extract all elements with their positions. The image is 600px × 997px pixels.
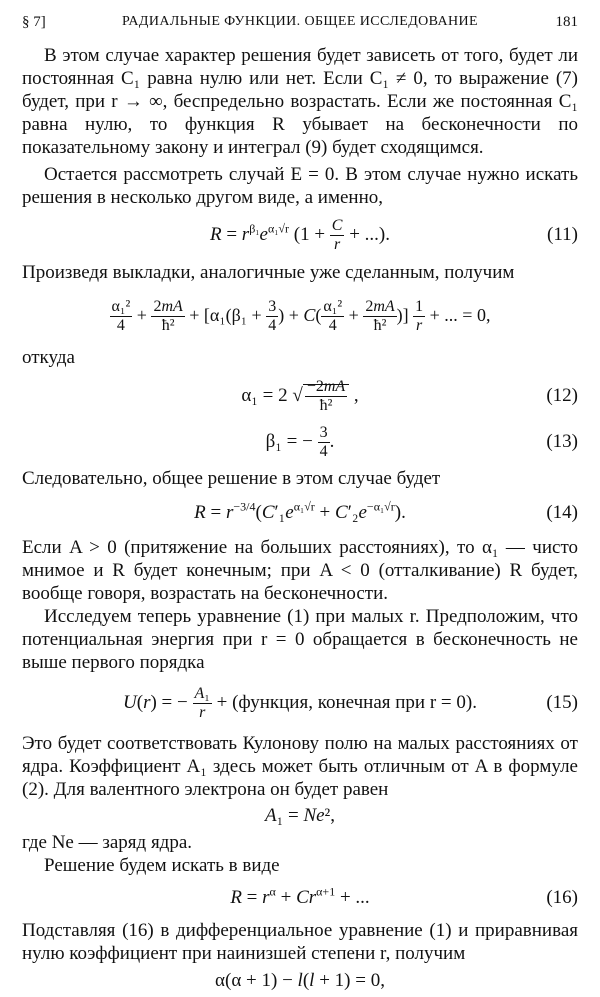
running-title: РАДИАЛЬНЫЕ ФУНКЦИИ. ОБЩЕЕ ИССЛЕДОВАНИЕ — [121, 14, 479, 29]
paragraph-9: где Ne — заряд ядра. — [22, 832, 193, 853]
paragraph-5: Следовательно, общее решение в этом случае будет — [22, 468, 441, 489]
equation-11-formula: $R = r^{\beta_1}e^{\alpha_1√r}$ (1 + $\frac{C}{r}$ + ...). — [209, 217, 391, 254]
equation-15 — [22, 680, 578, 726]
equation-a1 — [22, 803, 578, 829]
equation-15-comment: (функция, конечная при r = 0). — [232, 692, 477, 713]
equation-a1-formula: A₁ = Ne², — [264, 805, 335, 826]
paragraph-3: Произведя выкладки, аналогичные уже сделанным, получим — [22, 262, 515, 283]
paragraph-2: Остается рассмотреть случай E = 0. В этом случае нужно искать решения в несколько другом виде, а именно, — [22, 164, 578, 208]
equation-13-formula: β₁ = − $\frac{3}{4}$ . — [265, 424, 335, 461]
paragraph-4: откуда — [22, 347, 75, 368]
equation-12-formula: α₁ = 2 √ $\frac{-2mA}{\text{ħ²}}$ , — [241, 378, 359, 415]
equation-14 — [22, 496, 578, 530]
equation-expansion: $\frac{\text{α₁²}}{4}$ + $\frac{2mA}{\text{ħ²}}$ + [α₁(β₁ + $\frac{3}{4}$ ) + C( $\frac{\text{α₁²}}{4}$ + $\frac{2mA}{\text{ħ²}}$ )] $\frac{1}{r}$ + ... = 0, — [111, 298, 491, 335]
equation-16-number: (16) — [546, 887, 578, 908]
equation-16-formula: $R = r^\alpha + Cr^{\alpha+1}$ + ... — [230, 884, 370, 908]
equation-12 — [22, 375, 578, 417]
equation-15-number: (15) — [546, 692, 578, 713]
equation-16 — [22, 883, 578, 913]
paragraph-1: В этом случае характер решения будет зависеть от того, будет ли постоянная C₁ равна нулю или нет. Если C₁ ≠ 0, то выражение (7) будет, при r → ∞, беспредельно возрастать. Если же постоянная C₁ равна нулю, то функция R убывает на бесконечности по показательному закону и интеграл (9) будет сходящимся. — [22, 45, 578, 158]
paragraph-11: Подставляя (16) в дифференциальное уравнение (1) и приравнивая нулю коэффициент при наинизшей степени r, получим — [22, 920, 578, 964]
paragraph-8: Это будет соответствовать Кулонову полю на малых расстояниях от ядра. Коэффициент A₁ здесь может быть отличным от A в формуле (2). Для валентного электрона он будет равен — [22, 733, 578, 800]
page-body — [22, 44, 578, 997]
equation-11 — [22, 215, 578, 255]
running-header — [22, 14, 578, 36]
equation-14-formula: $R = r^{-3/4}(C'_1e^{\alpha_1√r} + C'_2e^{-\alpha_1√r})$. — [194, 499, 406, 523]
paragraph-7: Исследуем теперь уравнение (1) при малых r. Предположим, что потенциальная энергия при r = 0 обращается в бесконечность не выше первого порядка — [22, 606, 578, 673]
equation-13-number: (13) — [546, 431, 578, 452]
equation-indicial-formula: α(α + 1) − l(l + 1) = 0, — [215, 970, 385, 991]
equation-11-number: (11) — [547, 224, 578, 245]
paragraph-6: Если A > 0 (притяжение на больших расстояниях), то α₁ — чисто мнимое и R будет конечным; при A < 0 (отталкивание) R будет, вообще говоря, возрастать на бесконечности. — [22, 537, 578, 604]
equation-14-number: (14) — [546, 502, 578, 523]
equation-indicial — [22, 967, 578, 995]
paragraph-10: Решение будем искать в виде — [44, 855, 280, 876]
equation-15-formula: U(r) = − $\frac{\text{A₁}}{r}$ + (функция, конечная при r = 0). — [123, 685, 477, 722]
equation-12-number: (12) — [546, 385, 578, 406]
equation-13 — [22, 423, 578, 461]
section-mark: § 7] — [22, 14, 46, 30]
page-number: 181 — [555, 14, 578, 30]
